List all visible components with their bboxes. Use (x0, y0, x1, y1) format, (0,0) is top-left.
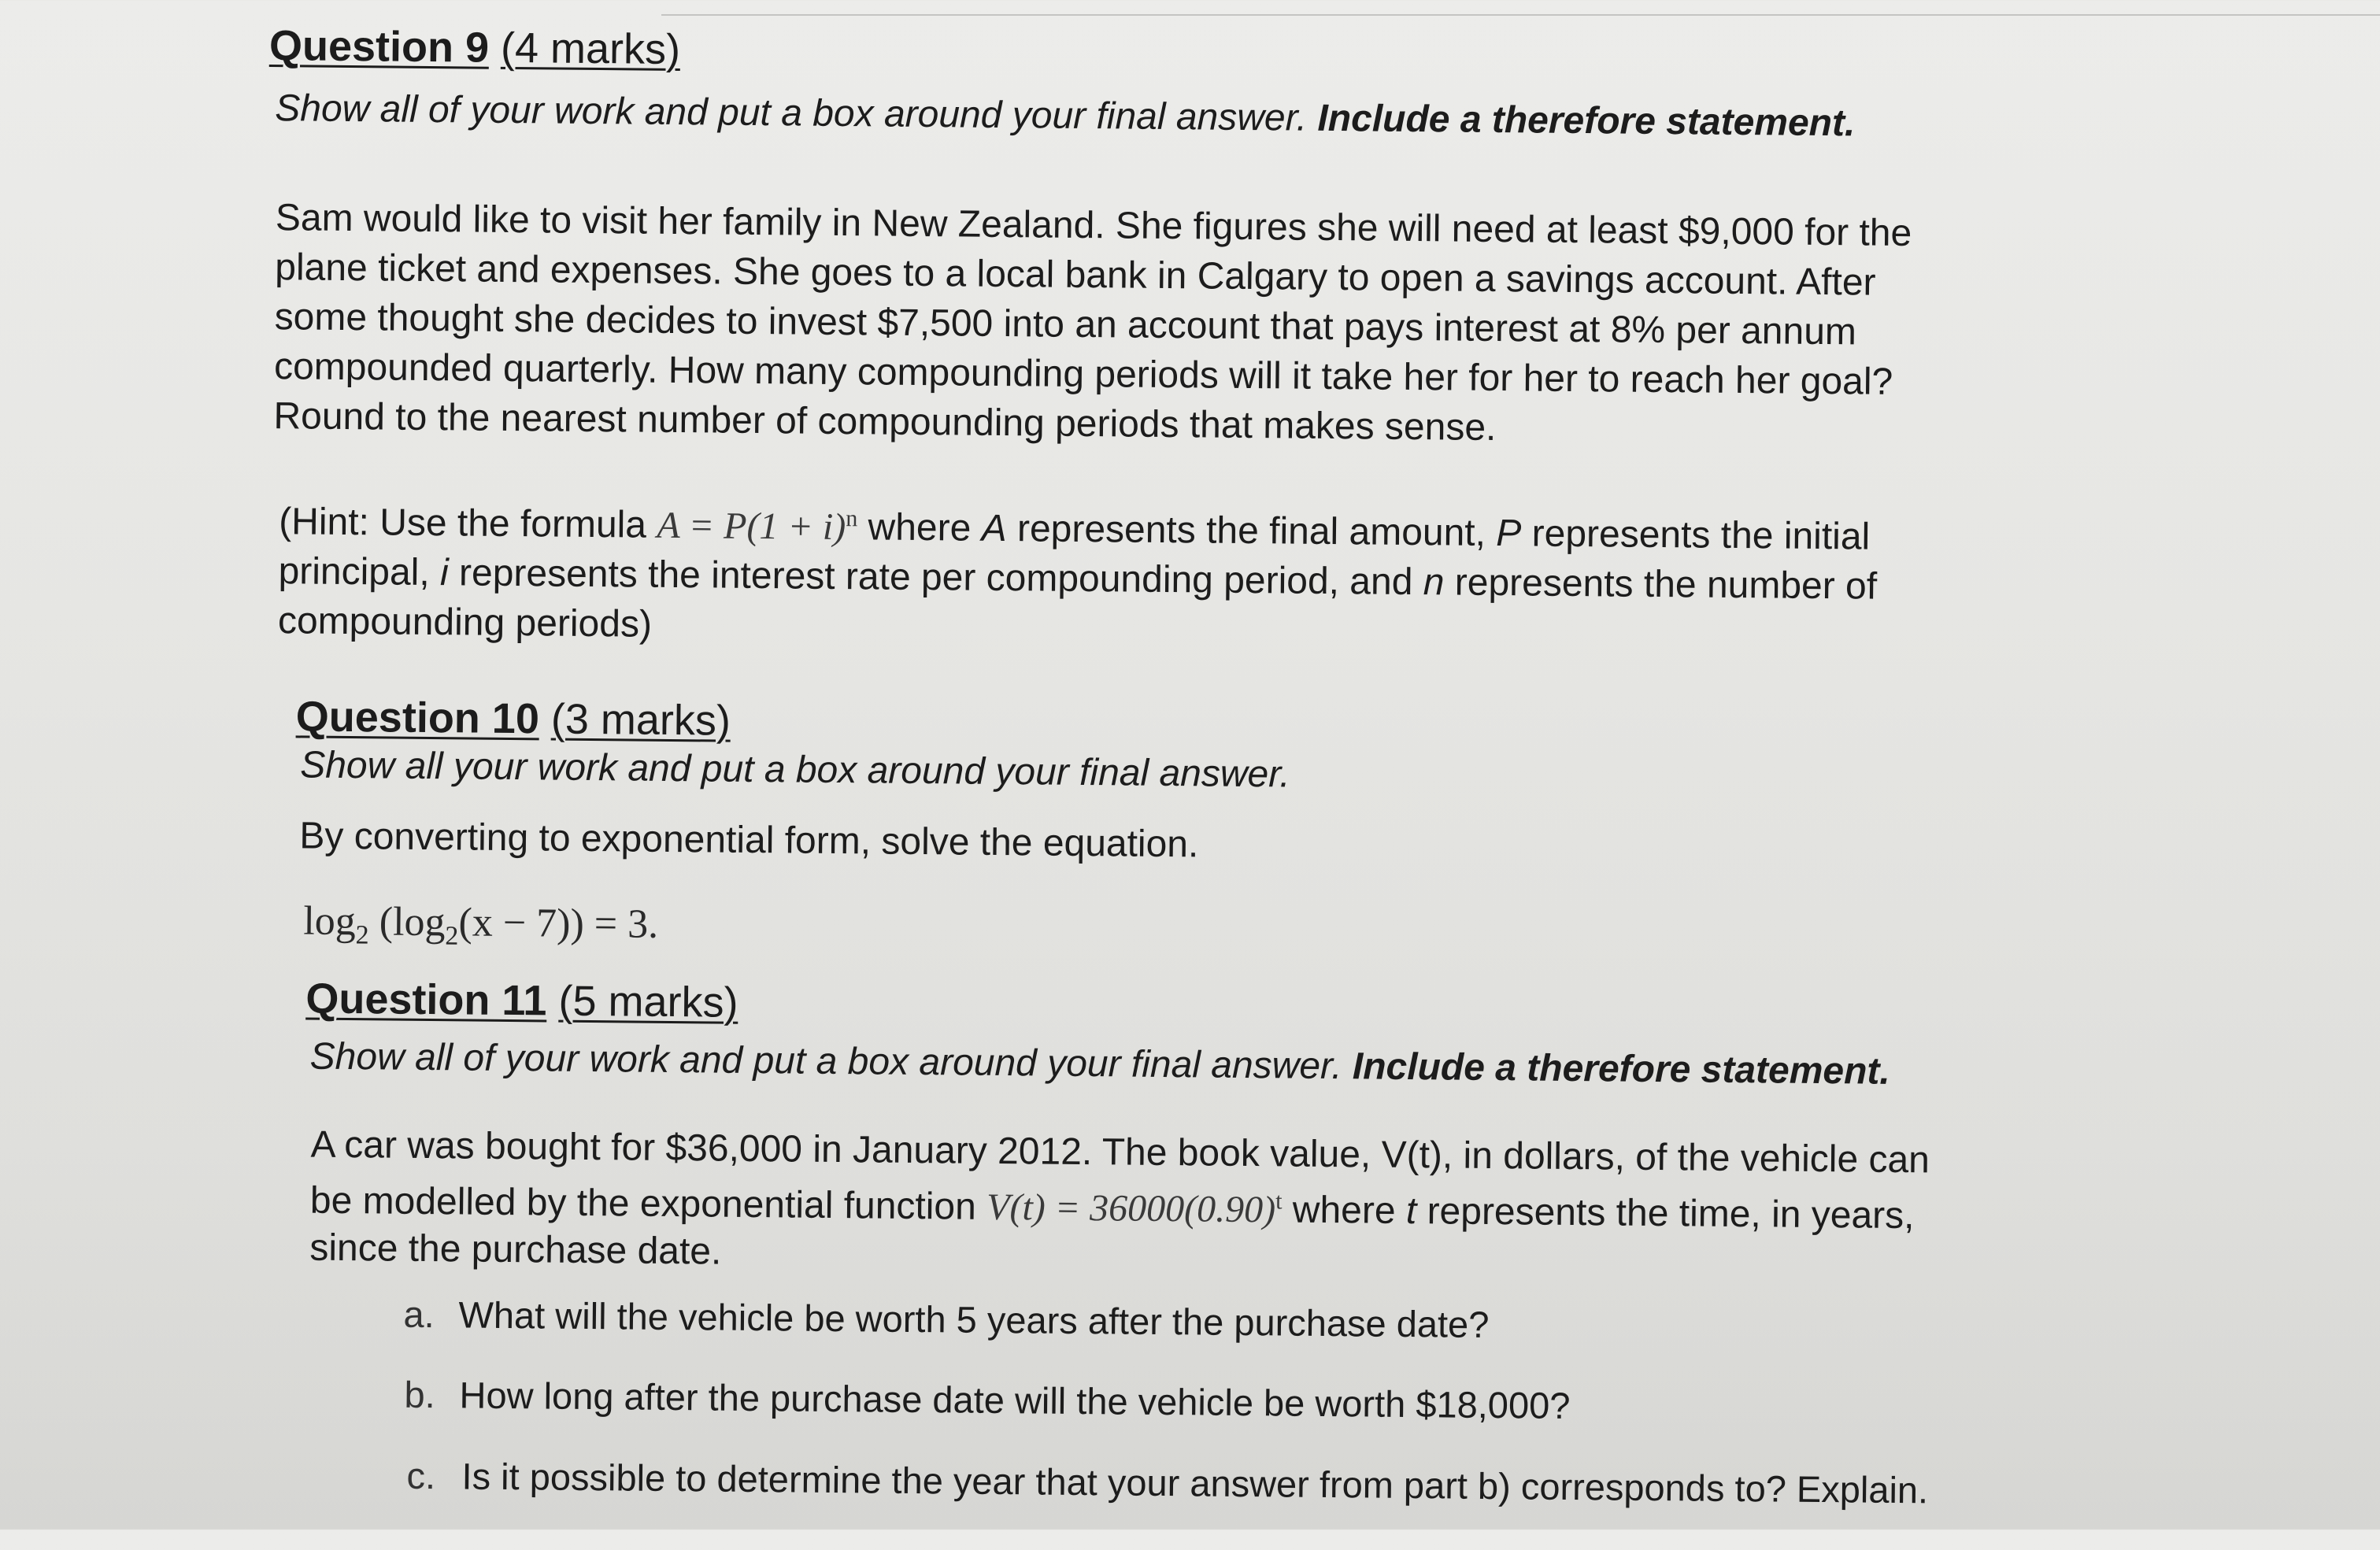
question-11-part-a (403, 1293, 1489, 1347)
question-11-label: Question 11 (305, 975, 547, 1025)
question-9-instruction-text: Show all of your work and put a box around your final answer. (275, 87, 1308, 139)
hint-formula-exponent: n (846, 505, 858, 532)
equation-base-outer: 2 (355, 920, 369, 950)
question-9-title (269, 22, 681, 73)
hint-line-3: compounding periods) (277, 600, 653, 646)
hint-var-i: i (439, 552, 449, 594)
part-letter: a. (403, 1293, 435, 1336)
question-11-formula-body: V(t) = 36000(0.90) (986, 1186, 1276, 1231)
hint-text-i: represents the interest rate per compounding period, and (458, 552, 1413, 603)
question-11-line-2-end: represents the time, in years, (1427, 1190, 1915, 1237)
equation-base-inner: 2 (445, 921, 459, 951)
question-9-body (273, 193, 1912, 457)
hint-formula-body: A = P(1 + i) (657, 504, 846, 549)
hint-text-n: represents the number of (1454, 561, 1878, 608)
question-9-line: compounded quarterly. How many compounding periods will it take her for her to reach her goal? (273, 346, 1893, 403)
question-10-equation (303, 897, 659, 962)
part-text: How long after the purchase date will the vehicle be worth $18,000? (459, 1374, 1571, 1426)
question-11-formula (986, 1186, 1283, 1231)
part-letter: c. (406, 1454, 436, 1497)
question-11-part-c (406, 1454, 1928, 1513)
hint-var-n: n (1423, 561, 1445, 604)
question-10-title (296, 693, 731, 744)
question-9-hint (278, 488, 1878, 660)
question-11-line-3: since the purchase date. (309, 1226, 722, 1273)
part-letter: b. (404, 1373, 436, 1416)
question-10-instruction: Show all your work and put a box around your final answer. (299, 744, 1291, 796)
question-10-marks: (3 marks) (550, 695, 731, 745)
question-11-instruction-text: Show all of your work and put a box around your final answer. (309, 1035, 1342, 1088)
hint-principal: principal, (278, 550, 430, 594)
question-10-label: Question 10 (295, 693, 540, 743)
question-9-line: some thought she decides to invest $7,500 into an account that pays interest at 8% per annum (274, 296, 1857, 353)
question-11-line-1: A car was bought for $36,000 in January 2012. The book value, V(t), in dollars, of the vehicle can (310, 1123, 1930, 1182)
question-11-body (309, 1122, 1930, 1288)
question-10-prompt: By converting to exponential form, solve the equation. (299, 815, 1199, 866)
question-11-instruction (309, 1035, 1890, 1094)
question-11-part-b (404, 1373, 1570, 1428)
hint-text-p: represents the initial (1531, 512, 1871, 558)
question-9-line: plane ticket and expenses. She goes to a local bank in Calgary to open a savings account. After (275, 246, 1876, 304)
question-9-instruction-bold: Include a therefore statement. (1317, 97, 1856, 145)
question-11-title (305, 975, 738, 1027)
hint-where: where (868, 506, 972, 549)
equation-log-inner: (log (379, 899, 446, 945)
question-11-marks: (5 marks) (558, 977, 738, 1027)
hint-prefix: (Hint: Use the formula (278, 501, 647, 546)
question-9-line: Round to the nearest number of compounding periods that makes sense. (273, 395, 1497, 449)
hint-text-a: represents the final amount, (1016, 508, 1486, 554)
question-9-line: Sam would like to visit her family in New Zealand. She figures she will need at least $9,000 for the (275, 197, 1912, 255)
question-9-instruction (275, 87, 1856, 146)
question-11-formula-exponent: t (1275, 1188, 1283, 1215)
equation-rest: (x − 7)) = 3. (458, 900, 659, 947)
question-11-var-t: t (1405, 1189, 1417, 1233)
question-11-line-2-start: be modelled by the exponential function (309, 1179, 977, 1228)
question-9-label: Question 9 (268, 22, 490, 72)
question-11-where: where (1292, 1189, 1396, 1232)
hint-formula (657, 505, 857, 548)
question-9-marks: (4 marks) (500, 24, 681, 74)
hint-var-a: A (981, 507, 1007, 550)
equation-log-outer: log (303, 898, 357, 945)
part-text: Is it possible to determine the year that your answer from part b) corresponds to? Explain. (461, 1455, 1929, 1511)
hint-var-p: P (1496, 512, 1522, 555)
part-text: What will the vehicle be worth 5 years after the purchase date? (458, 1293, 1490, 1345)
question-11-instruction-bold: Include a therefore statement. (1352, 1045, 1891, 1093)
